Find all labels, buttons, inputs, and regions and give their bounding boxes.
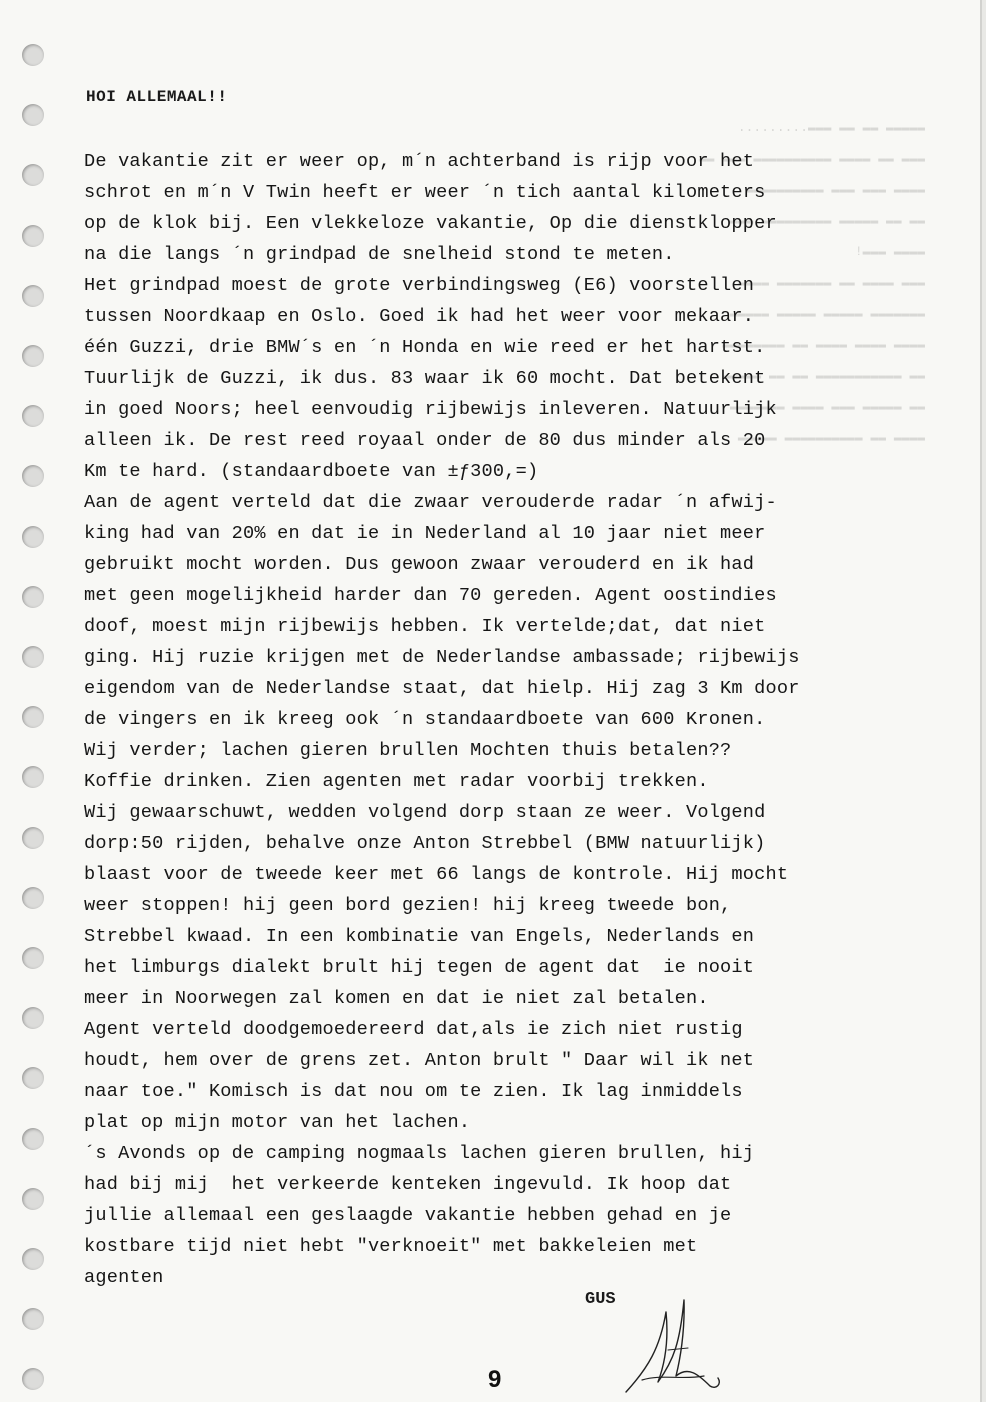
handwritten-signature-icon (618, 1290, 730, 1402)
binder-hole-icon (22, 1368, 44, 1390)
letter-line: alleen ik. De rest reed royaal onder de 80 dus minder als 20 (84, 430, 766, 451)
letter-line: jullie allemaal een geslaagde vakantie hebben gehad en je (84, 1205, 732, 1226)
letter-line: Km te hard. (standaardboete van ±ƒ300,=) (84, 461, 539, 482)
binder-hole-icon (22, 766, 44, 788)
binder-hole-icon (22, 1067, 44, 1089)
binder-hole-icon (22, 225, 44, 247)
letter-line: Tuurlijk de Guzzi, ik dus. 83 waar ik 60 mocht. Dat betekent (84, 368, 766, 389)
letter-line: Wij gewaarschuwt, wedden volgend dorp staan ze weer. Volgend (84, 802, 766, 823)
letter-line: Het grindpad moest de grote verbindingsweg (E6) voorstellen (84, 275, 755, 296)
binder-hole-icon (22, 1308, 44, 1330)
binder-hole-icon (22, 405, 44, 427)
binder-hole-icon (22, 1007, 44, 1029)
binder-hole-icon (22, 465, 44, 487)
binder-hole-icon (22, 646, 44, 668)
binder-hole-icon (22, 44, 44, 66)
letter-line: Strebbel kwaad. In een kombinatie van Engels, Nederlands en (84, 926, 755, 947)
binder-hole-icon (22, 1188, 44, 1210)
letter-line: had bij mij het verkeerde kenteken ingevuld. Ik hoop dat (84, 1174, 732, 1195)
letter-line: weer stoppen! hij geen bord gezien! hij kreeg tweede bon, (84, 895, 732, 916)
binder-hole-icon (22, 1128, 44, 1150)
letter-line: ´s Avonds op de camping nogmaals lachen gieren brullen, hij (84, 1143, 755, 1164)
letter-line: met geen mogelijkheid harder dan 70 gereden. Agent oostindies (84, 585, 777, 606)
letter-line: plat op mijn motor van het lachen. (84, 1112, 471, 1133)
letter-line: king had van 20% en dat ie in Nederland al 10 jaar niet meer (84, 523, 766, 544)
binder-holes (22, 44, 48, 1394)
letter-line: blaast voor de tweede keer met 66 langs de kontrole. Hij mocht (84, 864, 789, 885)
letter-line: gebruikt mocht worden. Dus gewoon zwaar verouderd en ik had (84, 554, 755, 575)
letter-line: doof, moest mijn rijbewijs hebben. Ik vertelde;dat, dat niet (84, 616, 766, 637)
letter-line: het limburgs dialekt brult hij tegen de agent dat ie nooit (84, 957, 755, 978)
signature-name: GUS (585, 1290, 616, 1309)
binder-hole-icon (22, 706, 44, 728)
letter-greeting: HOI ALLEMAAL!! (86, 88, 228, 106)
letter-line: meer in Noorwegen zal komen en dat ie niet zal betalen. (84, 988, 709, 1009)
page-number: 9 (488, 1366, 502, 1393)
letter-line: één Guzzi, drie BMW´s en ´n Honda en wie reed er het hartst. (84, 337, 766, 358)
letter-line: Koffie drinken. Zien agenten met radar voorbij trekken. (84, 771, 709, 792)
binder-hole-icon (22, 887, 44, 909)
letter-line: eigendom van de Nederlandse staat, dat hielp. Hij zag 3 Km door (84, 678, 800, 699)
letter-line: tussen Noordkaap en Oslo. Goed ik had het weer voor mekaar. (84, 306, 755, 327)
binder-hole-icon (22, 586, 44, 608)
letter-body (84, 146, 884, 1293)
binder-hole-icon (22, 1248, 44, 1270)
show-through-text: ▬▬▬▬▬ ▬▬ ▬▬ ▬▬▬......... ▬▬▬ ▬▬ ▬▬▬▬ ▬▬▬▬▬▬▬▬▬▬ ▬▬▬ ▬▬ ▬▬▬▬ ▬▬▬ ▬▬▬ ▬▬▬▬▬▬▬▬▬▬ ▬▬ ▬▬ ▬▬▬▬▬ ▬▬▬▬▬▬▬▬▬ ▬▬▬ ▬▬▬▬ ▬▬▬! ▬▬▬ ▬▬▬▬ ▬▬ ▬▬▬▬▬▬▬ ▬▬▬▬ ▬▬▬▬▬▬▬ ▬▬▬▬▬ ▬▬▬▬▬ ▬▬▬▬▬ ▬▬▬▬ ▬▬▬▬ ▬▬▬▬ ▬▬ ▬▬▬▬▬▬▬▬ ▬▬ ▬▬▬▬▬▬▬▬▬▬▬ ▬▬ ▬▬ ▬▬▬▬▬ ▬▬ ▬▬▬▬▬ ▬▬▬ ▬▬▬▬ ▬▬▬▬▬▬▬ ▬▬▬▬ ▬▬ ▬▬▬▬▬▬▬▬▬▬ ▬▬▬▬▬ (698, 120, 925, 445)
letter-line: ging. Hij ruzie krijgen met de Nederlandse ambassade; rijbewijs (84, 647, 800, 668)
letter-line: schrot en m´n V Twin heeft er weer ´n tich aantal kilometers (84, 182, 766, 203)
binder-hole-icon (22, 285, 44, 307)
letter-line: agenten (84, 1267, 164, 1288)
binder-hole-icon (22, 827, 44, 849)
letter-line: De vakantie zit er weer op, m´n achterband is rijp voor het (84, 151, 755, 172)
letter-line: Agent verteld doodgemoedereerd dat,als ie zich niet rustig (84, 1019, 743, 1040)
letter-line: Aan de agent verteld dat die zwaar verouderde radar ´n afwij- (84, 492, 777, 513)
binder-hole-icon (22, 164, 44, 186)
letter-line: houdt, hem over de grens zet. Anton brult " Daar wil ik net (84, 1050, 755, 1071)
binder-hole-icon (22, 947, 44, 969)
letter-line: Wij verder; lachen gieren brullen Mochten thuis betalen?? (84, 740, 732, 761)
letter-line: kostbare tijd niet hebt "verknoeit" met bakkeleien met (84, 1236, 698, 1257)
binder-hole-icon (22, 526, 44, 548)
letter-line: de vingers en ik kreeg ook ´n standaardboete van 600 Kronen. (84, 709, 766, 730)
letter-line: dorp:50 rijden, behalve onze Anton Strebbel (BMW natuurlijk) (84, 833, 766, 854)
binder-hole-icon (22, 104, 44, 126)
letter-line: op de klok bij. Een vlekkeloze vakantie, Op die dienstklopper (84, 213, 777, 234)
letter-line: in goed Noors; heel eenvoudig rijbewijs inleveren. Natuurlijk (84, 399, 777, 420)
letter-line: naar toe." Komisch is dat nou om te zien. Ik lag inmiddels (84, 1081, 743, 1102)
letter-line: na die langs ´n grindpad de snelheid stond te meten. (84, 244, 675, 265)
binder-hole-icon (22, 345, 44, 367)
